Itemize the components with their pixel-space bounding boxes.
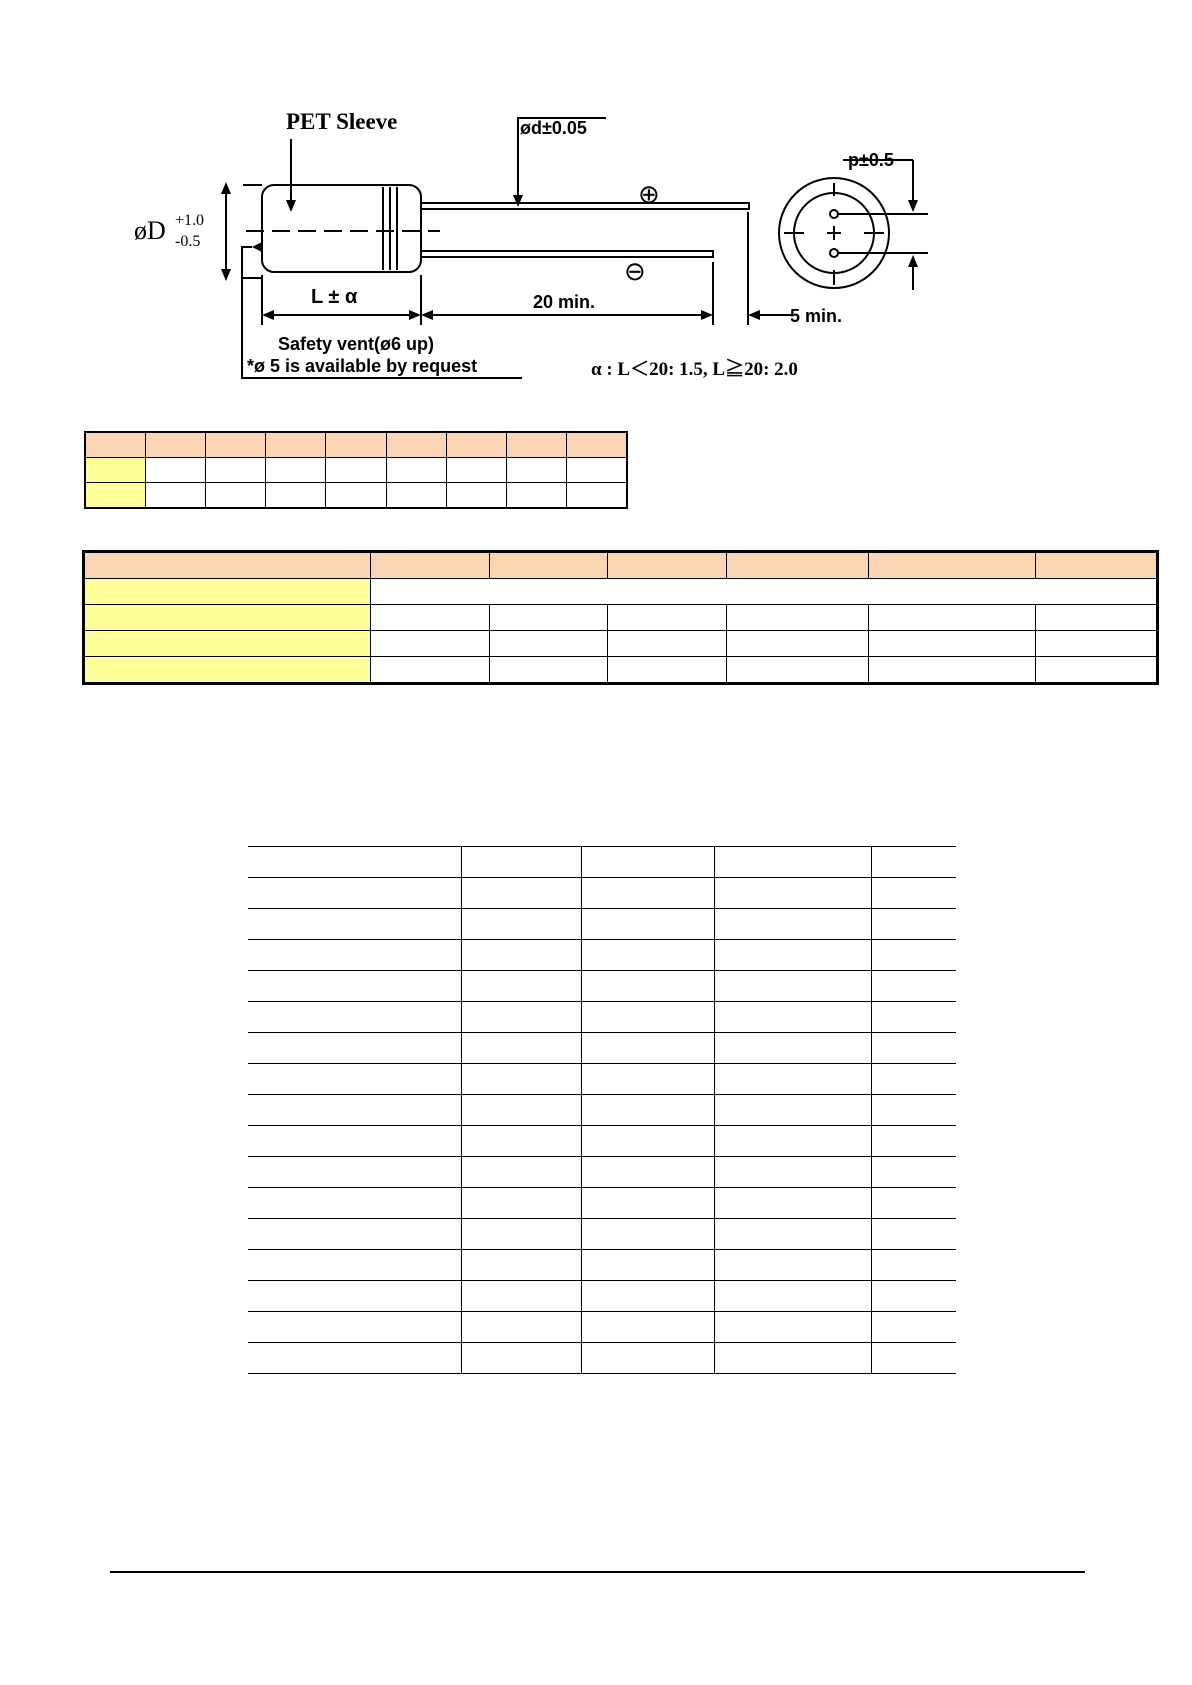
table-cell <box>326 432 386 458</box>
table-cell <box>461 940 581 971</box>
table-cell <box>1036 631 1158 657</box>
body-diameter-symbol: øD <box>134 216 166 245</box>
table-cell <box>871 1343 956 1374</box>
table-cell <box>567 458 627 483</box>
table-cell <box>581 1188 714 1219</box>
table-cell <box>461 1188 581 1219</box>
table-cell <box>869 631 1036 657</box>
table-cell <box>581 1281 714 1312</box>
table-cell <box>871 878 956 909</box>
table-cell <box>608 552 727 579</box>
table-cell <box>714 1281 871 1312</box>
table-cell <box>446 483 506 509</box>
table-row <box>248 847 956 878</box>
table-cell <box>205 458 265 483</box>
table-row <box>85 458 627 483</box>
table-row <box>248 1095 956 1126</box>
pet-sleeve-label: PET Sleeve <box>286 109 398 134</box>
table-cell <box>608 605 727 631</box>
table-row <box>248 971 956 1002</box>
table-cell <box>446 458 506 483</box>
table-cell <box>581 909 714 940</box>
table-cell <box>581 1250 714 1281</box>
table-cell <box>461 1343 581 1374</box>
table-cell <box>581 1312 714 1343</box>
table-cell <box>507 458 567 483</box>
table-cell <box>581 1157 714 1188</box>
table-cell <box>714 909 871 940</box>
table-cell <box>248 1157 461 1188</box>
table-cell <box>490 631 608 657</box>
body-diameter-label <box>134 216 166 246</box>
table-row <box>248 1343 956 1374</box>
table-cell <box>714 1095 871 1126</box>
table-cell <box>85 483 145 509</box>
table-cell <box>714 1126 871 1157</box>
table-cell <box>727 631 869 657</box>
pitch-label: p±0.5 <box>848 150 894 170</box>
table-cell <box>727 552 869 579</box>
table-cell <box>871 909 956 940</box>
table-cell <box>567 483 627 509</box>
table-cell <box>248 1126 461 1157</box>
table-cell <box>461 971 581 1002</box>
table-cell <box>1036 552 1158 579</box>
table-cell <box>507 432 567 458</box>
table-cell <box>446 432 506 458</box>
table-cell <box>84 657 371 684</box>
table-cell <box>266 432 326 458</box>
table-cell <box>1036 657 1158 684</box>
table-cell <box>371 579 1158 605</box>
table-cell <box>461 878 581 909</box>
table-cell <box>84 631 371 657</box>
table-cell <box>248 1281 461 1312</box>
alpha-note: α : L＜20: 1.5, L≧20: 2.0 <box>591 359 798 380</box>
table-cell <box>581 1126 714 1157</box>
table-row <box>248 878 956 909</box>
table-cell <box>248 1188 461 1219</box>
table-cell <box>871 1126 956 1157</box>
table-row <box>248 1219 956 1250</box>
table-cell <box>84 605 371 631</box>
table-cell <box>490 605 608 631</box>
table-cell <box>714 847 871 878</box>
table-cell <box>871 971 956 1002</box>
table-cell <box>248 1095 461 1126</box>
positive-lead <box>421 203 749 209</box>
lead-spacing-label: 5 min. <box>790 306 843 326</box>
table-row <box>248 1188 956 1219</box>
table-cell <box>145 458 205 483</box>
table-row <box>248 1157 956 1188</box>
body-tol-plus: +1.0 <box>175 212 205 229</box>
table-cell <box>869 657 1036 684</box>
table-row <box>84 552 1158 579</box>
safety-vent-label: Safety vent(ø6 up) <box>278 334 435 354</box>
table-cell <box>248 1002 461 1033</box>
table-row <box>248 1312 956 1343</box>
table-cell <box>248 940 461 971</box>
table-cell <box>205 483 265 509</box>
negative-lead <box>421 251 713 257</box>
table-cell <box>714 1312 871 1343</box>
frequency-coefficient-table <box>82 550 1159 685</box>
table-cell <box>84 579 371 605</box>
table-cell <box>461 1281 581 1312</box>
ratings-table <box>248 846 956 1374</box>
table-cell <box>248 909 461 940</box>
table-cell <box>85 432 145 458</box>
table-cell <box>871 1250 956 1281</box>
table-cell <box>581 1064 714 1095</box>
table-cell <box>145 483 205 509</box>
capacitor-outline-diagram <box>0 0 1192 400</box>
table-cell <box>248 1312 461 1343</box>
table-cell <box>871 847 956 878</box>
table-row <box>84 631 1158 657</box>
table-cell <box>567 432 627 458</box>
table-row <box>84 605 1158 631</box>
table-row <box>248 909 956 940</box>
table-cell <box>871 1033 956 1064</box>
table-cell <box>714 1188 871 1219</box>
table-cell <box>84 552 371 579</box>
table-cell <box>461 909 581 940</box>
table-row <box>85 483 627 509</box>
table-row <box>248 1250 956 1281</box>
table-cell <box>461 1064 581 1095</box>
length-label: L ± α <box>311 286 358 308</box>
table-cell <box>248 878 461 909</box>
table-cell <box>714 1157 871 1188</box>
table-cell <box>371 552 490 579</box>
table-row <box>85 432 627 458</box>
table-row <box>84 579 1158 605</box>
table-cell <box>248 1343 461 1374</box>
table-cell <box>461 1126 581 1157</box>
negative-symbol: ⊖ <box>624 256 646 286</box>
table-cell <box>386 432 446 458</box>
table-cell <box>145 432 205 458</box>
table-cell <box>714 1250 871 1281</box>
safety-vent-note: *ø 5 is available by request <box>247 356 478 376</box>
table-row <box>248 1002 956 1033</box>
table-cell <box>608 657 727 684</box>
table-cell <box>461 1002 581 1033</box>
ratings-table-body <box>248 847 956 1374</box>
table-cell <box>248 971 461 1002</box>
table-cell <box>581 1002 714 1033</box>
table-cell <box>714 1219 871 1250</box>
table-cell <box>871 1219 956 1250</box>
table-cell <box>714 940 871 971</box>
table-cell <box>581 1343 714 1374</box>
table-row <box>84 657 1158 684</box>
table-cell <box>581 1219 714 1250</box>
table-cell <box>461 1312 581 1343</box>
table-cell <box>461 1219 581 1250</box>
dimension-table <box>84 431 628 509</box>
table-cell <box>581 847 714 878</box>
table-cell <box>869 605 1036 631</box>
lead-diameter-label: ød±0.05 <box>520 118 587 138</box>
table-cell <box>714 878 871 909</box>
table-cell <box>490 552 608 579</box>
table-cell <box>871 1188 956 1219</box>
table-cell <box>507 483 567 509</box>
table-cell <box>461 1250 581 1281</box>
table-cell <box>581 878 714 909</box>
table-cell <box>1036 605 1158 631</box>
table-cell <box>266 483 326 509</box>
table-row <box>248 1126 956 1157</box>
table-cell <box>461 1157 581 1188</box>
table-cell <box>871 1281 956 1312</box>
table-cell <box>727 605 869 631</box>
body-tol-minus: -0.5 <box>175 233 201 250</box>
table-cell <box>714 1002 871 1033</box>
lead-length-label: 20 min. <box>533 292 596 312</box>
table-cell <box>871 940 956 971</box>
table-cell <box>869 552 1036 579</box>
table-cell <box>581 940 714 971</box>
table-cell <box>871 1157 956 1188</box>
table-row <box>248 1064 956 1095</box>
table-cell <box>461 1033 581 1064</box>
table-cell <box>581 1095 714 1126</box>
table-cell <box>386 458 446 483</box>
positive-symbol: ⊕ <box>638 179 660 209</box>
table-cell <box>871 1312 956 1343</box>
table-cell <box>461 847 581 878</box>
table-cell <box>871 1064 956 1095</box>
table-cell <box>371 605 490 631</box>
table-cell <box>371 657 490 684</box>
table-cell <box>714 1033 871 1064</box>
table-cell <box>581 971 714 1002</box>
table-cell <box>581 1033 714 1064</box>
table-cell <box>248 1219 461 1250</box>
table-cell <box>248 1033 461 1064</box>
table-cell <box>248 1250 461 1281</box>
table-cell <box>461 1095 581 1126</box>
table-row <box>248 940 956 971</box>
table-cell <box>205 432 265 458</box>
table-cell <box>714 971 871 1002</box>
table-cell <box>371 631 490 657</box>
table-row <box>248 1281 956 1312</box>
table-cell <box>248 1064 461 1095</box>
table-cell <box>871 1002 956 1033</box>
table-cell <box>871 1095 956 1126</box>
table-cell <box>714 1343 871 1374</box>
table-cell <box>490 657 608 684</box>
footer-rule <box>110 1571 1085 1573</box>
table-cell <box>326 458 386 483</box>
table-cell <box>266 458 326 483</box>
table-cell <box>714 1064 871 1095</box>
table-row <box>248 1033 956 1064</box>
table-cell <box>248 847 461 878</box>
table-cell <box>386 483 446 509</box>
table-cell <box>727 657 869 684</box>
table-cell <box>326 483 386 509</box>
table-cell <box>608 631 727 657</box>
table-cell <box>85 458 145 483</box>
